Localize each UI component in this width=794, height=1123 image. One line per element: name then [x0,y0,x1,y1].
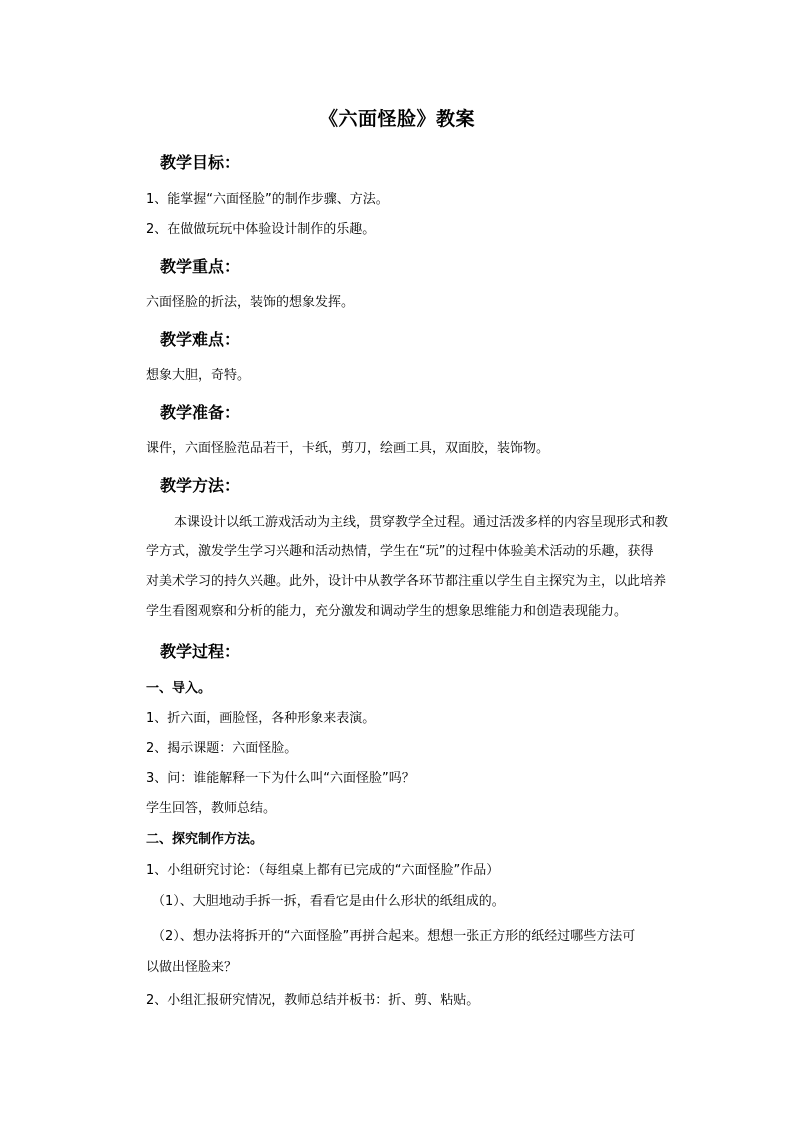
key-points-text: 六面怪脸的折法，装饰的想象发挥。 [146,295,355,310]
section-heading-methods: 教学方法： [160,476,241,495]
section-heading-process: 教学过程： [160,642,241,661]
section-heading-objectives: 教学目标： [160,153,241,172]
objective-item: 1、能掌握“六面怪脸”的制作步骤、方法。 [146,192,389,207]
methods-paragraph-line: 本课设计以纸工游戏活动为主线，贯穿教学全过程。通过活泼多样的内容呈现形式和教 [174,515,669,530]
methods-paragraph-line: 学生看图观察和分析的能力，充分激发和调动学生的想象思维能力和创造表现能力。 [146,604,628,619]
objective-item: 2、在做做玩玩中体验设计制作的乐趣。 [146,222,376,237]
process-item: 2、揭示课题：六面怪脸。 [146,741,298,756]
process-item: （2）、想办法将拆开的“六面怪脸”再拼合起来。想想一张正方形的纸经过哪些方法可 [152,929,636,944]
process-item: 1、小组研究讨论：（每组桌上都有已完成的“六面怪脸”作品） [146,863,500,878]
process-part-heading: 一、导入。 [146,681,212,696]
preparation-text: 课件，六面怪脸范品若干，卡纸，剪刀，绘画工具，双面胶，装饰物。 [146,441,550,456]
methods-paragraph-line: 学方式，激发学生学习兴趣和活动热情，学生在“玩”的过程中体验美术活动的乐趣，获得 [146,544,654,559]
document-title: 《六面怪脸》教案 [318,108,475,130]
process-item: （1）、大胆地动手拆一拆，看看它是由什么形状的纸组成的。 [152,894,505,909]
process-item: 以做出怪脸来？ [146,960,238,975]
section-heading-preparation: 教学准备： [160,403,241,422]
process-item: 学生回答，教师总结。 [146,801,277,816]
process-item: 1、折六面，画脸怪，各种形象来表演。 [146,711,376,726]
process-item: 3、问：谁能解释一下为什么叫“六面怪脸”吗？ [146,771,415,786]
difficulties-text: 想象大胆，奇特。 [146,368,251,383]
process-item: 2、小组汇报研究情况，教师总结并板书：折、剪、粘贴。 [146,993,480,1008]
section-heading-difficulties: 教学难点： [160,330,241,349]
methods-paragraph-line: 对美术学习的持久兴趣。此外，设计中从教学各环节都注重以学生自主探究为主，以此培养 [146,574,667,589]
process-part-heading: 二、探究制作方法。 [146,832,264,847]
section-heading-key-points: 教学重点： [160,257,241,276]
